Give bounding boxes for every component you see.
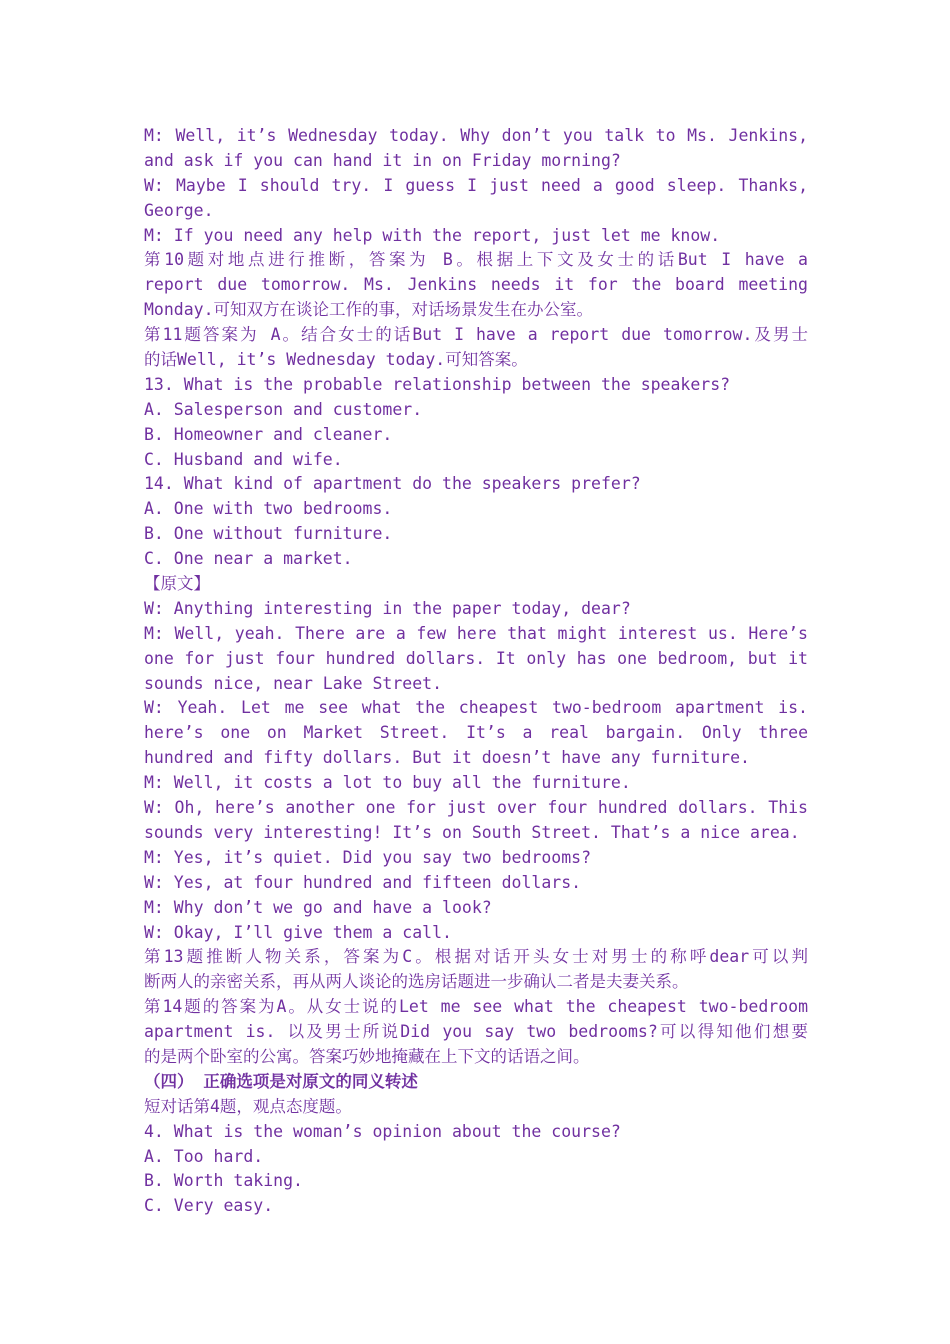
text-line: M: Well, it’s Wednesday today. Why don’t you talk to Ms. Jenkins, bbox=[144, 126, 808, 145]
text-line: 13. What is the probable relationship between the speakers? bbox=[144, 374, 731, 394]
text-line: 第10题对地点进行推断，答案为 B。根据上下文及女士的话But I have a bbox=[144, 250, 808, 270]
text-line: M: Well, it costs a lot to buy all the furniture. bbox=[144, 773, 631, 793]
text-line: A. Too hard. bbox=[144, 1146, 264, 1166]
text-line: 第13题推断人物关系，答案为C。根据对话开头女士对男士的称呼dear可以判 bbox=[144, 947, 808, 967]
text-line: C. One near a market. bbox=[144, 549, 353, 569]
text-line: B. One without furniture. bbox=[144, 524, 393, 544]
text-line: 断两人的亲密关系，再从两人谈论的选房话题进一步确认二者是夫妻关系。 bbox=[144, 972, 689, 992]
text-line: C. Very easy. bbox=[144, 1196, 274, 1216]
text-line: W: Okay, I’ll give them a call. bbox=[144, 922, 452, 942]
text-line: W: Yeah. Let me see what the cheapest two-bedroom apartment is. bbox=[144, 698, 808, 718]
text-line: W: Oh, here’s another one for just over four hundred dollars. This bbox=[144, 798, 808, 818]
text-line: B. Homeowner and cleaner. bbox=[144, 424, 393, 444]
text-line: A. Salesperson and customer. bbox=[144, 399, 423, 419]
text-line: hundred and fifty dollars. But it doesn’t have any furniture. bbox=[144, 748, 750, 768]
text-line: one for just four hundred dollars. It only has one bedroom, but it bbox=[144, 648, 808, 668]
section-heading: （四） 正确选项是对原文的同义转述 bbox=[144, 1071, 418, 1091]
text-line: 短对话第4题，观点态度题。 bbox=[144, 1096, 352, 1116]
text-line: W: Anything interesting in the paper today, dear? bbox=[144, 598, 631, 618]
text-line: 4. What is the woman’s opinion about the course? bbox=[144, 1121, 621, 1141]
text-line: report due tomorrow. Ms. Jenkins needs it for the board meeting bbox=[144, 275, 808, 295]
text-line: sounds very interesting! It’s on South Street. That’s a nice area. bbox=[144, 822, 800, 842]
text-line: W: Maybe I should try. I guess I just need a good sleep. Thanks, bbox=[144, 175, 808, 195]
text-line: 14. What kind of apartment do the speakers prefer? bbox=[144, 474, 641, 494]
document-page bbox=[144, 124, 808, 1219]
text-line: 的话Well, it’s Wednesday today.可知答案。 bbox=[144, 350, 528, 370]
text-line: M: Why don’t we go and have a look? bbox=[144, 897, 492, 917]
text-line: George. bbox=[144, 200, 214, 220]
text-line: 的是两个卧室的公寓。答案巧妙地掩藏在上下文的话语之间。 bbox=[144, 1046, 590, 1066]
text-line: 第11题答案为 A。结合女士的话But I have a report due tomorrow.及男士 bbox=[144, 325, 808, 345]
text-line: apartment is. 以及男士所说Did you say two bedrooms?可以得知他们想要 bbox=[144, 1022, 808, 1042]
text-line: and ask if you can hand it in on Friday morning? bbox=[144, 150, 621, 170]
text-line: B. Worth taking. bbox=[144, 1171, 303, 1191]
text-line: W: Yes, at four hundred and fifteen dollars. bbox=[144, 872, 582, 892]
text-line: sounds nice, near Lake Street. bbox=[144, 673, 443, 693]
text-line: here’s one on Market Street. It’s a real bargain. Only three bbox=[144, 723, 808, 743]
text-line: 第14题的答案为A。从女士说的Let me see what the cheapest two-bedroom bbox=[144, 997, 808, 1017]
text-line: M: Yes, it’s quiet. Did you say two bedrooms? bbox=[144, 847, 592, 867]
text-line: M: Well, yeah. There are a few here that might interest us. Here’s bbox=[144, 623, 808, 643]
text-line: 【原文】 bbox=[144, 574, 210, 594]
text-line: M: If you need any help with the report, just let me know. bbox=[144, 225, 721, 245]
text-line: C. Husband and wife. bbox=[144, 449, 343, 469]
text-line: A. One with two bedrooms. bbox=[144, 499, 393, 519]
text-line: Monday.可知双方在谈论工作的事，对话场景发生在办公室。 bbox=[144, 300, 594, 320]
